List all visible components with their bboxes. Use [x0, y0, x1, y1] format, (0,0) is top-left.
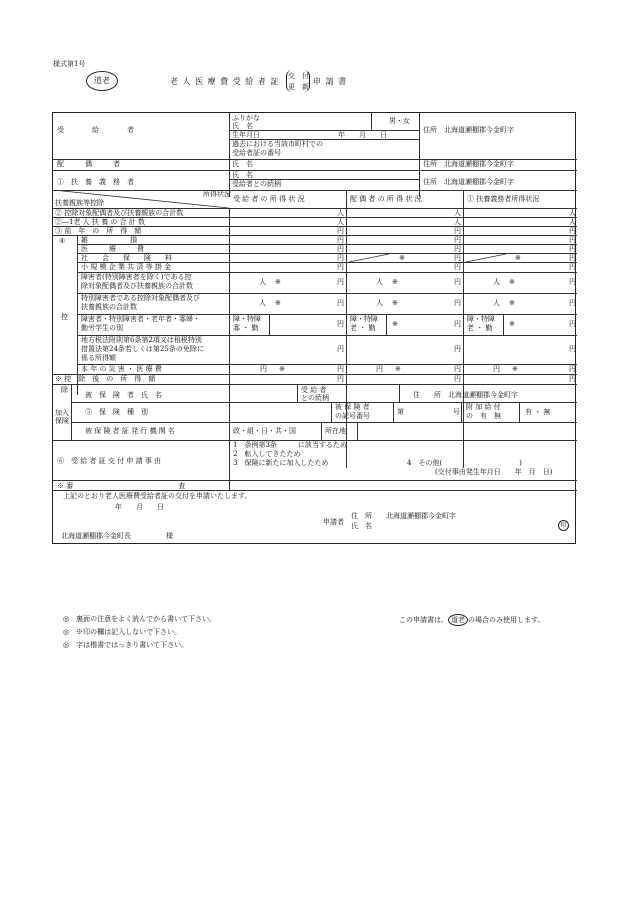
deduction-category-b: 勤労学生の別: [81, 324, 123, 332]
supporter-address: 住所 北海道瀬棚郡今金町字: [423, 178, 514, 186]
unit: 円: [569, 227, 576, 235]
mark: ※: [509, 320, 515, 328]
yen: 円: [260, 365, 267, 373]
yen: 円: [454, 375, 461, 383]
reason-4: 4 その他( ): [407, 459, 522, 467]
unit: 人: [337, 218, 344, 226]
yen: 円: [493, 365, 500, 373]
yen: 円: [569, 245, 576, 253]
person: 人: [259, 299, 266, 307]
mark: ※: [509, 299, 515, 307]
yen: 円: [454, 236, 461, 244]
yen: 円: [454, 365, 461, 373]
yen: 円: [337, 320, 344, 328]
unit: 人: [337, 209, 344, 217]
dob-label: 生年月日: [232, 131, 260, 139]
spouse-address: 住所 北海道瀬棚郡今金町字: [423, 160, 514, 168]
yen: 円: [337, 263, 344, 271]
declaration-text: 上記のとおり老人医療費受給者証の交付を申請いたします。: [63, 492, 252, 500]
mark: ※: [512, 365, 518, 373]
category-option: 寡 ・ 勤: [233, 324, 259, 332]
yen: 円: [337, 254, 344, 262]
reason-date: (交付事由発生年月日 年 月 日): [435, 468, 553, 476]
deduction-side-2: 除: [61, 386, 68, 394]
person: 人: [493, 299, 500, 307]
mark: ※: [509, 278, 515, 286]
relation-label-2: との続柄: [301, 394, 329, 402]
yen: 円: [454, 299, 461, 307]
additional-benefit-label: 附 加 給 付: [466, 403, 501, 411]
corner-diagonal: [53, 190, 229, 208]
unit: 人: [454, 218, 461, 226]
yen: 円: [454, 320, 461, 328]
reason-2: 2 転入してきたため: [233, 450, 301, 458]
category-option: 老 ・ 勤: [467, 324, 493, 332]
category-option: 障・特障: [467, 315, 495, 323]
category-option: 障・特障: [233, 315, 261, 323]
category-option: 老 ・ 勤: [350, 324, 376, 332]
reason-3: 3 保険に新たに加入したため: [233, 459, 329, 467]
usage-note: この申請書は、 道老 の場合のみ使用します。: [399, 616, 545, 624]
dob-ymd: 年 月 日: [338, 131, 387, 139]
yen: 円: [569, 299, 576, 307]
yen: 円: [337, 299, 344, 307]
application-form: [52, 112, 576, 544]
deduction-local-tax: 地方税法附則第6条第2項又は租税特別: [81, 336, 202, 344]
unit: 人: [569, 218, 576, 226]
yen: 円: [569, 345, 576, 353]
deduction-misc-loss: 雑 損: [81, 236, 137, 244]
category-option: 障・特障: [350, 315, 378, 323]
yen: 円: [569, 236, 576, 244]
form-number: 様式第1号: [53, 60, 86, 68]
yen: 円: [569, 320, 576, 328]
yen: 円: [569, 365, 576, 373]
col-spouse-income: 配 偶 者 の 所 得 状 況: [350, 195, 422, 203]
col-recipient-income: 受 給 者 の 所 得 状 況: [233, 195, 305, 203]
title-option-issue: 交 付: [288, 72, 309, 80]
yen: 円: [569, 375, 576, 383]
mark: ※: [399, 254, 405, 262]
insurance-type-label: ⑤ 保 険 種 別: [85, 408, 148, 416]
deduction-insurance: 社 会 保 険 料: [81, 254, 172, 262]
supporter-name-label: 氏 名: [232, 171, 253, 179]
insured-address: 住 所 北海道瀬棚郡今金町字: [413, 391, 518, 399]
corner-deduction: 扶養親族等控除: [55, 199, 104, 207]
person: 人: [376, 299, 383, 307]
stamp-inline: 道老: [448, 614, 468, 626]
unit: 人: [569, 209, 576, 217]
yen: 円: [454, 345, 461, 353]
strike-line: [466, 254, 506, 262]
insurance-side-label: 加入保険: [55, 409, 69, 425]
form-title-suffix: 申 請 書: [313, 77, 348, 86]
sex-field[interactable]: 男・女: [389, 117, 410, 125]
issuer-types[interactable]: 政・組・日・共・国: [233, 427, 296, 435]
supporter-relation-label: 受給者との続柄: [232, 180, 281, 188]
insured-name-label: 被 保 険 者 氏 名: [85, 391, 162, 399]
col-supporter-income: ① 扶養義務者所得状況: [467, 195, 540, 203]
yen: 円: [337, 278, 344, 286]
deduction-special-disabled-b: 扶養親族の合計数: [81, 303, 137, 311]
corner-income: 所得状況: [203, 190, 231, 198]
deduction-side-1: 控: [61, 313, 68, 321]
title-option-renew: 更 新: [288, 83, 309, 91]
reason-1: 1 条例第3条 に該当するため: [233, 441, 347, 449]
yen: 円: [337, 236, 344, 244]
prev-cert-label-2: 受給者証の番号: [232, 149, 281, 157]
furigana-label: ふりがな: [232, 114, 260, 122]
deduction-category: 障害者・特別障害者・老年者・寡婦・: [81, 315, 200, 323]
mark: ※: [275, 278, 281, 286]
person: 人: [259, 278, 266, 286]
deduction-disabled-1: 障害者(特別障害者を除く)である控: [81, 273, 192, 281]
supporter-label: ① 扶 養 義 務 者: [57, 178, 134, 186]
recipient-address: 住所 北海道瀬棚郡今金町字: [423, 126, 514, 134]
number-suffix: 号: [453, 408, 460, 416]
yen: 円: [569, 278, 576, 286]
recipient-name-label: 氏 名: [232, 122, 253, 130]
applicant-address: 住 所 北海道瀬棚郡今金町字: [351, 512, 456, 520]
yen: 円: [454, 254, 461, 262]
seal-mark: 印: [558, 520, 569, 531]
yen: 円: [376, 365, 383, 373]
prev-cert-label: 過去における当該市町村での: [232, 140, 323, 148]
applicant-name-label: 氏 名: [351, 522, 372, 530]
relation-label: 受 給 者: [301, 386, 327, 394]
recipient-label: 受 給 者: [57, 126, 134, 134]
row-dependents: ② 控除対象配偶者及び扶養親族の合計数: [55, 209, 184, 217]
yen: 円: [337, 375, 344, 383]
mark: ※: [515, 254, 521, 262]
deduction-special-disabled: 特別障害者である控除対象配偶者及び: [81, 294, 200, 302]
person: 人: [376, 278, 383, 286]
yen: 円: [569, 263, 576, 271]
spouse-label: 配 偶 者: [57, 160, 120, 168]
deduction-number: ④: [59, 237, 66, 245]
applicant-label: 申請者: [323, 518, 344, 526]
issuer-label: 被 保 険 者 証 発 行 機 関 名: [85, 427, 176, 435]
yen: 円: [337, 345, 344, 353]
yen: 円: [337, 365, 344, 373]
note-1: ◎ 裏面の注意をよく読んでから書いて下さい。: [63, 615, 217, 623]
row-elderly-dependents: ②―1老 人 扶 養 の 合 計 数: [55, 218, 146, 226]
deduction-local-tax-b: 措置法第24条若しくは第25条の免除に: [81, 345, 204, 353]
spouse-name-label: 氏 名: [232, 160, 253, 168]
additional-benefit-choice[interactable]: 有 ・ 無: [525, 408, 551, 416]
after-deduction: ※ 控 除 後 の 所 得 額: [55, 375, 156, 383]
number-prefix: 第: [397, 408, 404, 416]
review-label: ※ 審 査: [57, 482, 186, 490]
mark: ※: [279, 365, 285, 373]
deduction-medical: 医 療 費: [81, 245, 144, 253]
additional-benefit-label-2: の 有 無: [466, 412, 501, 420]
mark: ※: [395, 365, 401, 373]
mark: ※: [392, 299, 398, 307]
mark: ※: [392, 278, 398, 286]
row-previous-income: ③ 前 年 の 所 得 額: [55, 227, 142, 235]
yen: 円: [569, 254, 576, 262]
declaration-date: 年 月 日: [115, 503, 164, 511]
yen: 円: [454, 278, 461, 286]
form-title: 老 人 医 療 費 受 給 者 証: [170, 77, 280, 86]
stamp-circle: 道老: [86, 71, 118, 91]
strike-line: [349, 254, 389, 262]
deduction-disabled-1b: 除対象配偶者及び扶養親族の合計数: [81, 282, 193, 290]
unit: 人: [454, 209, 461, 217]
insured-number-label-2: の記号番号: [335, 412, 370, 420]
location-label: 所在地: [325, 427, 346, 435]
mayor-address: 北海道瀬棚郡今金町長 様: [61, 532, 173, 540]
yen: 円: [337, 245, 344, 253]
yen: 円: [454, 245, 461, 253]
unit: 円: [454, 227, 461, 235]
deduction-small-business: 小 規 模 企 業 共 済 等 掛 金: [81, 263, 172, 271]
deduction-local-tax-c: 係る所得額: [81, 354, 116, 362]
reason-label: ⑥ 受 給 者 証 交 付 申 請 事 由: [57, 457, 162, 465]
yen: 円: [454, 263, 461, 271]
note-2: ◎ ※印の欄は記入しないで下さい。: [63, 628, 182, 636]
unit: 円: [337, 227, 344, 235]
note-3: ◎ 字は楷書ではっきり書いて下さい。: [63, 641, 189, 649]
mark: ※: [392, 320, 398, 328]
person: 人: [493, 278, 500, 286]
deduction-disaster: 本 年 の 災 害 ・ 医 療 費: [81, 365, 162, 373]
insured-number-label: 被 保 険 者: [335, 403, 370, 411]
mark: ※: [275, 299, 281, 307]
